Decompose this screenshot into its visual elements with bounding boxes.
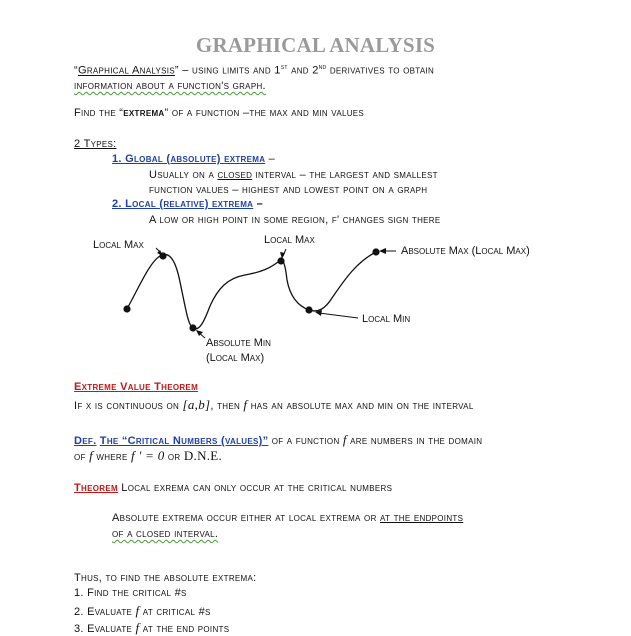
label-absolute-min-sub: (Local Max) <box>206 352 265 364</box>
theorem-line: Theorem Local exrema can only occur at the critical numbers <box>74 482 393 494</box>
left-endpoint-dot <box>123 305 130 312</box>
evt-text: If x is continuous on [a,b], then f has an absolute max and min on the interval <box>74 397 474 412</box>
label-absolute-min: Absolute Min <box>206 337 271 349</box>
evt-heading: Extreme Value Theorem <box>74 381 199 393</box>
def-line-1: Def. The “Critical Numbers (values)” of a function f are numbers in the domain <box>74 432 483 447</box>
absolute-note-line-2: of a closed interval. <box>112 528 219 540</box>
label-local-min: Local Min <box>362 313 411 325</box>
extrema-line: Find the “extrema” of a function –the max and min values <box>74 107 365 119</box>
extrema-word: extrema <box>123 107 165 119</box>
local-min-dot <box>305 306 312 313</box>
intro-line-1: “Graphical Analysis” – using limits and 1st and 2nd derivatives to obtain <box>74 64 435 77</box>
types-heading: 2 Types: <box>74 138 117 150</box>
label-local-max-top: Local Max <box>264 234 315 246</box>
label-absolute-max: Absolute Max (Local Max) <box>401 245 530 257</box>
absolute-min-dot <box>189 324 196 331</box>
arrow-absolute-min <box>196 330 205 338</box>
absolute-max-dot <box>372 248 379 255</box>
arrow-absolute-max <box>379 248 396 254</box>
local-extrema-heading: 2. Local (relative) extrema – <box>112 198 264 210</box>
extrema-graph <box>0 228 631 368</box>
local-desc: A low or high point in some region, f' changes sign there <box>149 214 441 226</box>
local-max-top-dot <box>277 257 284 264</box>
global-extrema-heading: 1. Global (absolute) extrema – <box>112 153 276 165</box>
global-desc-2: function values – highest and lowest point on a graph <box>149 184 428 196</box>
absolute-note-line-1: Absolute extrema occur either at local extrema or at the endpoints <box>112 512 464 524</box>
arrow-local-max-left <box>156 248 163 256</box>
step-2: 2. Evaluate f at critical #s <box>74 603 211 618</box>
step-3: 3. Evaluate f at the end points <box>74 620 230 635</box>
page-title: GRAPHICAL ANALYSIS <box>195 33 436 57</box>
arrow-local-min <box>315 310 358 318</box>
graphical-analysis-term: Graphical Analysis <box>77 64 175 77</box>
step-1: 1. Find the critical #s <box>74 587 187 599</box>
def-line-2: of f where f ' = 0 or D.N.E. <box>74 448 223 463</box>
label-local-max-left: Local Max <box>93 239 144 251</box>
function-curve <box>127 252 376 329</box>
steps-intro: Thus, to find the absolute extrema: <box>74 572 257 584</box>
global-desc-1: Usually on a closed interval – the largest and smallest <box>149 169 438 181</box>
critical-numbers-term: The “Critical Numbers (values)” <box>99 435 269 447</box>
intro-line-2: information about a function's graph. <box>74 80 266 92</box>
